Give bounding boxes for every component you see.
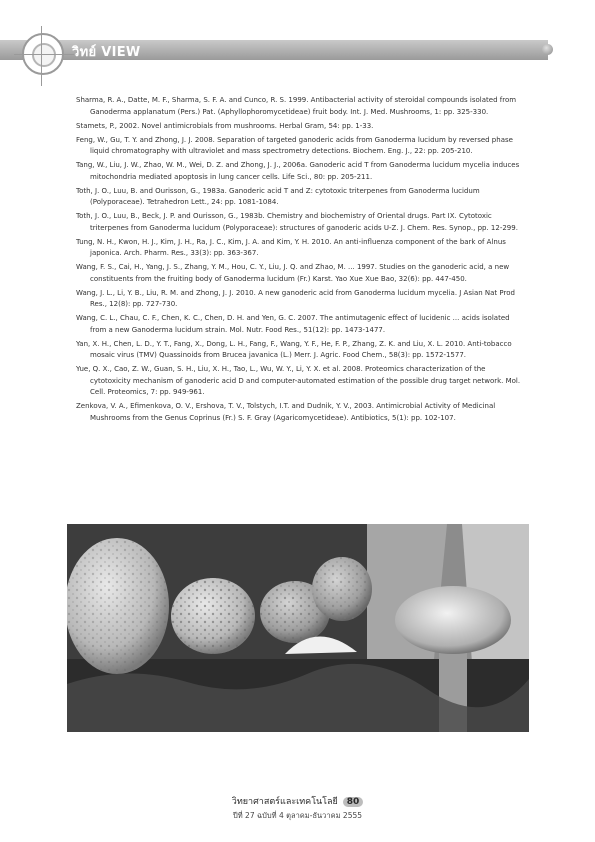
reference-item: Sharma, R. A., Datte, M. F., Sharma, S. F. A. and Cunco, R. S. 1999. Antibacterial activity of steroidal compounds isolated from Ganoderma applanatum (Pers.) Pat. (Aphyllophoromycetideae) fruit body. Int. J. Med. Mushrooms, 1: pp. 325-330. xyxy=(76,96,517,116)
reference-item: Wang, C. L., Chau, C. F., Chen, K. C., Chen, D. H. and Yen, G. C. 2007. The antimutagenic effect of lucidenic ... acids isolated from a new Ganoderma lucidum strain. Mol. Nutr. Food Res., 51(12): pp. 1473-1477. xyxy=(76,314,510,334)
mushroom-photo xyxy=(67,524,529,732)
reference-item: Toth, J. O., Luu, B. and Ourisson, G., 1983a. Ganoderic acid T and Z: cytotoxic triterpenes from Ganoderma lucidum (Polyporaceae). Tetrahedron Lett., 24: pp. 1081-1084. xyxy=(76,186,480,206)
reference-item: Yue, Q. X., Cao, Z. W., Guan, S. H., Liu, X. H., Tao, L., Wu, W. Y., Li, Y. X. et al. 2008. Proteomics characterization of the cytotoxicity mechanism of ganoderic acid D and computer-automated estimation of the possible drug target network. Mol. Cell. Proteomics, 7: pp. 949-961. xyxy=(76,365,521,396)
reference-item: Tang, W., Liu, J. W., Zhao, W. M., Wei, D. Z. and Zhong, J. J., 2006a. Ganoderic acid T from Ganoderma lucidum mycelia induces mitochondria mediated apoptosis in lung cancer cells. Life Sci., 80: pp. 205-211. xyxy=(76,161,520,181)
reference-item: Zenkova, V. A., Efimenkova, O. V., Ershova, T. V., Tolstych, I.T. and Dudnik, Y. V., 2003. Antimicrobial Activity of Medicinal Mushrooms from the Genus Coprinus (Fr.) S. F. Gray (Agaricomycetideae). Antibiotics, 5(1): pp. 102-107. xyxy=(76,402,496,422)
journal-name: วิทยาศาสตร์และเทคโนโลยี xyxy=(231,797,338,807)
section-logo-inner-ring xyxy=(32,43,56,67)
header-end-knob xyxy=(542,44,553,55)
reference-item: Stamets, P., 2002. Novel antimicrobials from mushrooms. Herbal Gram, 54: pp. 1-33. xyxy=(76,121,374,130)
page-number: 80 xyxy=(343,797,364,807)
reference-item: Toth, J. O., Luu, B., Beck, J. P. and Ourisson, G., 1983b. Chemistry and biochemistry of Oriental drugs. Part IX. Cytotoxic triterpenes from Ganoderma lucidum (Polyporaceae): structures of ganoderic acids U-Z. J. Chem. Res. Synop., pp. 12-299. xyxy=(76,212,518,232)
reference-item: Wang, J. L., Li, Y. B., Liu, R. M. and Zhong, J. J. 2010. A new ganoderic acid from Ganoderma lucidum mycelia. J Asian Nat Prod Res., 12(8): pp. 727-730. xyxy=(76,288,515,308)
footer-issue-line: ปีที่ 27 ฉบับที่ 4 ตุลาคม-ธันวาคม 2555 xyxy=(232,811,363,820)
section-title: วิทย์ VIEW xyxy=(72,45,141,60)
logo-crosshair-horizontal xyxy=(14,54,74,55)
reference-item: Tung, N. H., Kwon, H. J., Kim, J. H., Ra, J. C., Kim, J. A. and Kim, Y. H. 2010. An anti-influenza component of the bark of Alnus japonica. Arch. Pharm. Res., 33(3): pp. 363-367. xyxy=(76,237,506,257)
reference-item: Wang, F. S., Cai, H., Yang, J. S., Zhang, Y. M., Hou, C. Y., Liu, J. Q. and Zhao, M. ... 1997. Studies on the ganoderic acid, a new constituents from the fruiting body of Ganoderma lucidum (Fr.) Karst. Yao Xue Xue Bao, 32(6): pp. 447-450. xyxy=(76,263,510,283)
mushroom-illustration xyxy=(67,524,529,732)
logo-crosshair-vertical xyxy=(41,26,42,86)
reference-item: Feng, W., Gu, T. Y. and Zhong, J. J. 2008. Separation of targeted ganoderic acids from Ganoderma lucidum by reversed phase liquid chromatography with ultraviolet and mass spectrometry detections. Biochem. Eng. J., 22: pp. 205-210. xyxy=(76,135,513,155)
reference-item: Yan, X. H., Chen, L. D., Y. T., Fang, X., Dong, L. H., Fang, F., Wang, Y. F., He, F. P., Zhang, Z. K. and Liu, X. L. 2010. Anti-tobacco mosaic virus (TMV) Quassinoids from Brucea javanica (L.) Merr. J. Agric. Food Chem., 58(3): pp. 1572-1577. xyxy=(76,339,512,359)
reference-list xyxy=(76,95,528,427)
footer-journal-line xyxy=(0,794,595,808)
